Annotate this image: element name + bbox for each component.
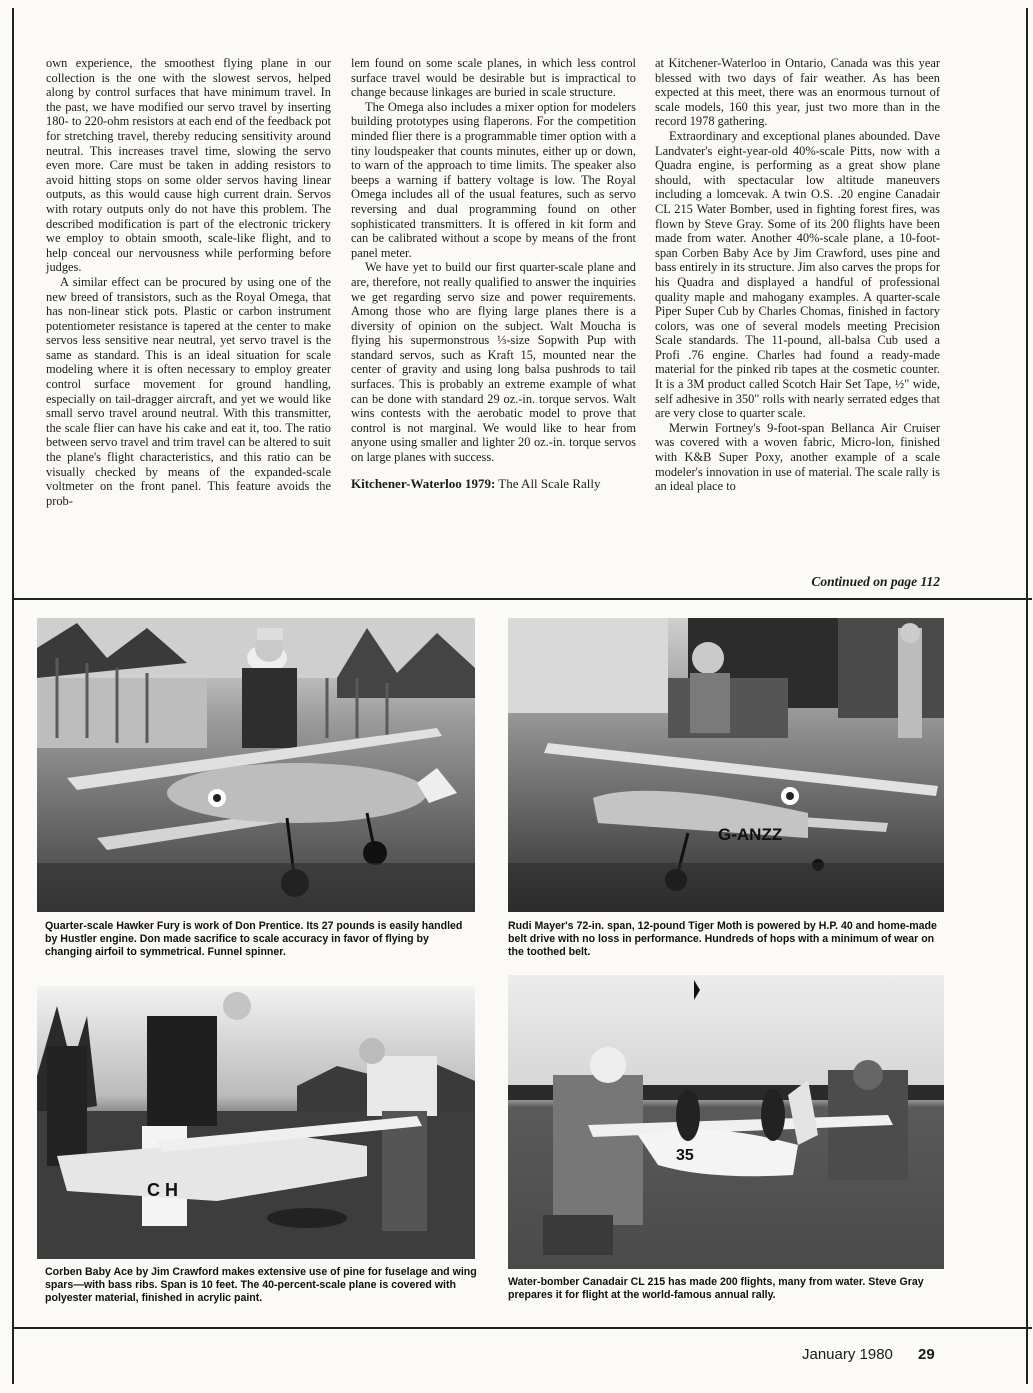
registration-text: C H	[147, 1180, 178, 1200]
photo-tiger-moth	[508, 618, 944, 912]
article-column-3	[655, 56, 940, 494]
paragraph: We have yet to build our first quarter-scale plane and are, therefore, not really qualified to answer the inquiries we get regarding servo size and power requirements. Among those who are flying large planes there is a diversity of opinion on the subject. Walt Moucha is flying his supermonstrous ⅓-size Sopwith Pup with standard servos, such as Kraft 15, mounted near the center of gravity and using long balsa pushrods to tail surfaces. This is probably an extreme example of what can be done with standard 29 oz.-in. torque servos. Walt wins contests with the aerobatic model to prove that control is not marginal. We would like to hear from anyone using smaller and lighter 20 oz.-in. torque servos on large planes with success.	[351, 260, 636, 465]
page-number: 29	[918, 1346, 935, 1363]
section-heading-title: Kitchener-Waterloo 1979:	[351, 475, 496, 491]
footer-date: January 1980	[802, 1346, 893, 1363]
article-column-2	[351, 56, 636, 491]
section-heading	[351, 477, 636, 492]
paragraph: Extraordinary and exceptional planes abounded. Dave Landvater's eight-year-old 40%-scale Pitts, now with a Quadra engine, is performing as a great show plane should, with spectacular low altitude maneuvers including a lomcevak. A twin O.S. .20 engine Canadair CL 215 Water Bomber, used in fighting forest fires, was flown by Steve Gray. Some of its 200 flights have been made from water. Another 40%-scale plane, a 10-foot-span Corben Baby Ace by Jim Crawford, uses pine and bass entirely in its structure. Jim also carves the props for his Quadra and displayed a handful of professional quality maple and mahogany examples. A quarter-scale Piper Super Cub by Charles Chomas, finished in factory colors, was one of several models meeting Precision Scale standards. The 11-pound, all-balsa Cub used a Profi .76 engine. Charles had found a ready-made material for the pinked rib tapes at the cosmetic counter. It is a 3M product called Scotch Hair Set Tape, ½" wide, self adhesive in 350" rolls with nearly serrated edges that are very close to quarter scale.	[655, 128, 940, 421]
paragraph: at Kitchener-Waterloo in Ontario, Canada was this year blessed with two days of fair weather. As has been expected at this meet, there was an enormous turnout of scale models, 160 this year, just two more than in the record 1978 gathering.	[655, 56, 940, 129]
paragraph: Merwin Fortney's 9-foot-span Bellanca Air Cruiser was covered with a woven fabric, Micro-lon, finished with K&B Super Poxy, another example of a scale modeler's innovation in use of material. The scale rally is an ideal place to	[655, 420, 940, 494]
caption-tiger-moth: Rudi Mayer's 72-in. span, 12-pound Tiger Moth is powered by H.P. 40 and home-made belt drive with no loss in performance. Hundreds of hops with a minimum of wear on the toothed belt.	[508, 920, 937, 958]
paragraph: own experience, the smoothest flying plane in our collection is the one with the slowest servos, helped along by control surfaces that have minimum travel. In the past, we have modified our servo travel by inserting 180- to 220-ohm resistors at each end of the feedback pot for stretching travel, thereby reducing sensitivity around neutral. This increases travel time, slowing the servo even more. Care must be taken in adding resistors to avoid hitting stops on some older servos having linear outputs, as this would cause high current drain. Servos with rotary outputs only do not have this problem. The described modification is part of the electronic trickery we employ to obtain smooth, scale-like flight, and to help conceal our nervousness while performing before judges.	[46, 56, 331, 275]
paragraph: lem found on some scale planes, in which less control surface travel would be desirable but is impractical to change because linkages are buried in scale structure.	[351, 56, 636, 100]
paragraph: The Omega also includes a mixer option for modelers building prototypes using flaperons. For the competition minded flier there is a programmable timer option with a tiny loudspeaker that counts minutes, either up or down, to warn of the approach to time limits. The speaker also beeps a warning if battery voltage is low. The Royal Omega includes all of the usual features, such as servo reversing and dual programming found on other sophisticated transmitters. It is offered in kit form and can be calibrated without a scope by means of the front panel meter.	[351, 99, 636, 260]
caption-corben-baby-ace: Corben Baby Ace by Jim Crawford makes extensive use of pine for fuselage and wing spars—with bass ribs. Span is 10 feet. The 40-percent-scale plane is covered with polyester material, finished in acrylic paint.	[45, 1266, 477, 1304]
registration-text: 35	[676, 1147, 694, 1164]
photo-hawker-fury	[37, 618, 475, 912]
continued-note: Continued on page 112	[811, 574, 940, 589]
registration-text: G-ANZZ	[718, 825, 783, 844]
caption-canadair-cl215: Water-bomber Canadair CL 215 has made 200 flights, many from water. Steve Gray prepares it for flight at the world-famous annual rally.	[508, 1276, 924, 1301]
paragraph: A similar effect can be procured by using one of the new breed of transistors, such as the Royal Omega, that has non-linear stick pots. Plastic or carbon instrument potentiometer resistance is tapered at the center to make servos less sensitive near neutral, yet servo travel is the same as standard. This is an ideal situation for scale modeling where it is often necessary to employ greater control surface movement for ground handling, especially on tail-dragger aircraft, and yet we would like small servo travel around neutral. With this transmitter, the scale flier can have his cake and eat it, too. The ratio between servo travel and trim travel can be altered to suit the plane's flight characteristics, and this ratio can be visually checked by means of the expanded-scale voltmeter on the front panel. This feature avoids the prob-	[46, 274, 331, 508]
section-heading-subtitle: The All Scale Rally	[495, 475, 601, 491]
caption-hawker-fury: Quarter-scale Hawker Fury is work of Don Prentice. Its 27 pounds is easily handled by Hustler engine. Don made sacrifice to scale accuracy in favor of flying by changing airfoil to symmetrical. Funnel spinner.	[45, 920, 463, 958]
photo-canadair-cl215	[508, 975, 944, 1269]
divider-bottom	[12, 1327, 1032, 1329]
divider-top	[12, 598, 1032, 600]
article-column-1	[46, 56, 331, 508]
photo-corben-baby-ace	[37, 986, 475, 1259]
